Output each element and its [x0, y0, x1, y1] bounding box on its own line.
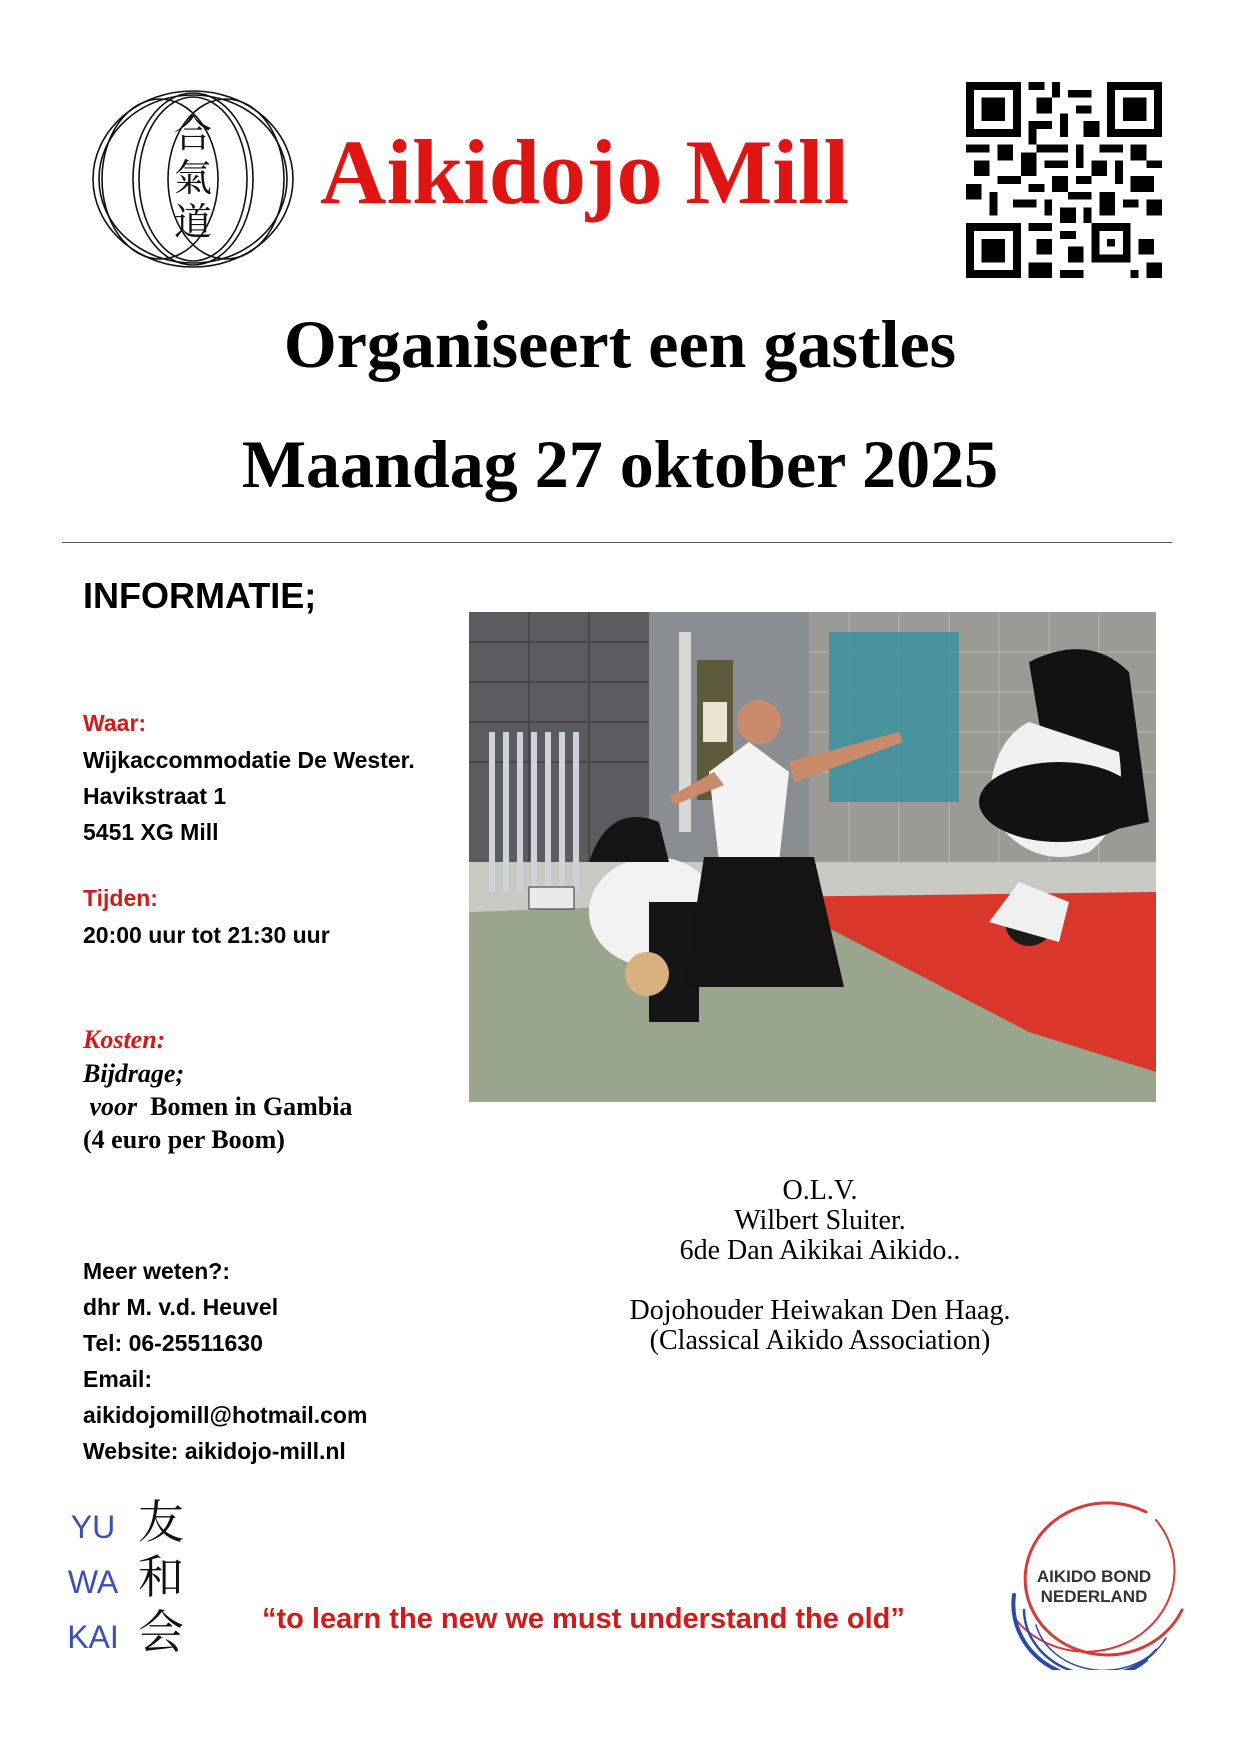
- contact-email-label: Email:: [83, 1366, 153, 1392]
- kanji-yu: 友: [138, 1495, 184, 1549]
- costs-line-price: (4 euro per Boom): [83, 1125, 285, 1154]
- contact-phone[interactable]: Tel: 06-25511630: [83, 1330, 263, 1356]
- costs-label: Kosten:: [83, 1025, 166, 1054]
- contact-block: [83, 1253, 367, 1469]
- address-line: Havikstraat 1: [83, 783, 227, 809]
- location-label: Waar:: [83, 710, 147, 736]
- yuwakai-yu: YU: [70, 1509, 116, 1545]
- motto: “to learn the new we must understand the old”: [262, 1603, 905, 1635]
- contact-website-link[interactable]: Website: aikidojo-mill.nl: [83, 1438, 346, 1464]
- yuwakai-kai: KAI: [67, 1619, 119, 1655]
- costs-line-contribution: Bijdrage;: [83, 1059, 185, 1088]
- contact-email-link[interactable]: aikidojomill@hotmail.com: [83, 1402, 368, 1428]
- logo-kanji-do: 道: [173, 200, 212, 244]
- aikido-training-photo: [469, 612, 1156, 1102]
- logo-kanji-ki: 氣: [173, 156, 212, 200]
- kanji-kai: 会: [138, 1605, 184, 1659]
- qr-code[interactable]: [966, 82, 1162, 278]
- instructor-dojo: Dojohouder Heiwakan Den Haag.: [629, 1295, 1011, 1326]
- costs-cause: Bomen in Gambia: [150, 1092, 353, 1121]
- address-line: Wijkaccommodatie De Wester.: [83, 747, 415, 773]
- logo-kanji-ai: 合: [173, 112, 212, 156]
- yuwakai-latin: [63, 1500, 123, 1665]
- abn-logo-line2: NEDERLAND: [1040, 1587, 1148, 1606]
- instructor-association: (Classical Aikido Association): [649, 1325, 991, 1356]
- event-date: Maandag 27 oktober 2025: [241, 426, 999, 502]
- times-label: Tijden:: [83, 885, 158, 911]
- aikido-bond-nederland-logo: [996, 1500, 1192, 1670]
- abn-logo-line1: AIKIDO BOND: [1036, 1567, 1152, 1586]
- address-line: 5451 XG Mill: [83, 819, 219, 845]
- subtitle: Organiseert een gastles: [283, 306, 957, 382]
- contact-heading: Meer weten?:: [83, 1258, 230, 1284]
- times-value: 20:00 uur tot 21:30 uur: [83, 922, 330, 948]
- costs-voor: voor: [89, 1092, 138, 1121]
- costs-details: [83, 1057, 352, 1156]
- page-title: Aikidojo Mill: [320, 121, 850, 223]
- instructor-olv: O.L.V.: [782, 1175, 858, 1206]
- yuwakai-wa: WA: [67, 1564, 119, 1600]
- costs-line-purpose: [83, 1090, 352, 1123]
- yuwakai-kanji: [138, 1495, 184, 1660]
- divider: [62, 542, 1172, 543]
- logo-kanji: [160, 112, 226, 244]
- kanji-wa: 和: [138, 1550, 184, 1604]
- contact-name: dhr M. v.d. Heuvel: [83, 1294, 279, 1320]
- instructor-rank: 6de Dan Aikikai Aikido..: [679, 1235, 961, 1266]
- info-heading: INFORMATIE;: [83, 575, 317, 616]
- instructor-block: [560, 1176, 1080, 1356]
- instructor-name: Wilbert Sluiter.: [734, 1205, 906, 1236]
- location-address: [83, 742, 415, 850]
